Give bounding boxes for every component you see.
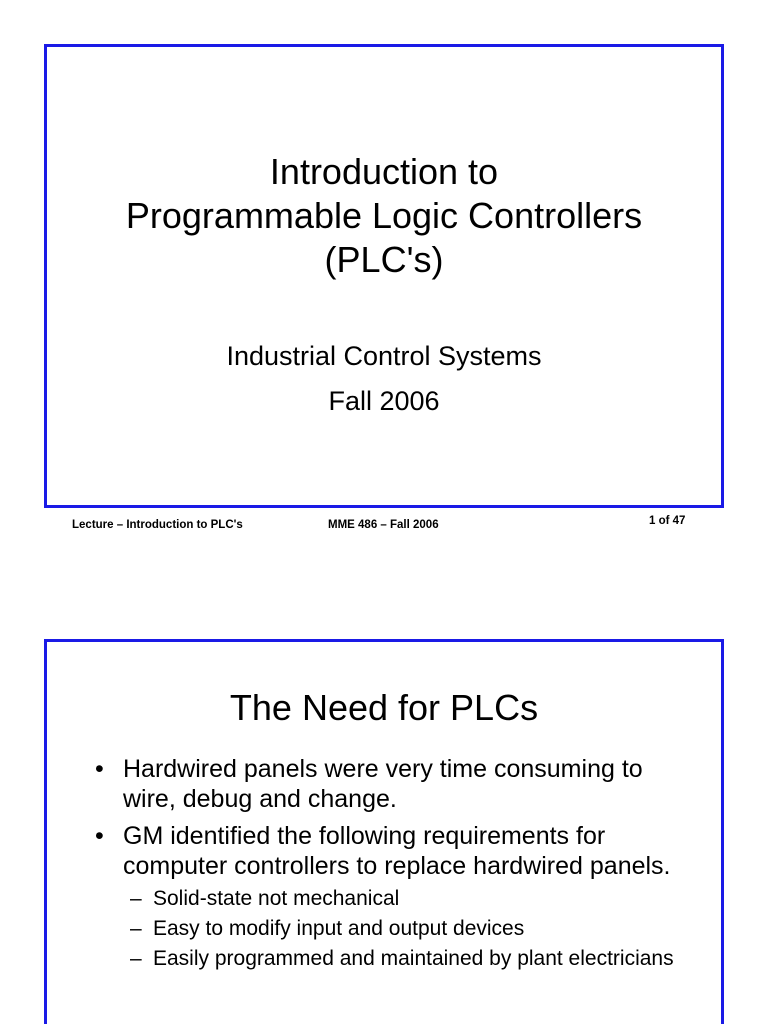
bullet-item [47, 754, 721, 814]
slide-1-subtitle-line: Industrial Control Systems [226, 341, 542, 371]
sub-bullet-text: Easy to modify input and output devices [153, 917, 525, 940]
slide-1 [44, 44, 724, 508]
footer-lecture-title: Lecture – Introduction to PLC's [72, 519, 243, 531]
bullet-marker: • [95, 755, 104, 783]
dash-marker: – [130, 947, 142, 970]
dash-marker: – [130, 887, 142, 910]
slide-1-subtitle [47, 334, 721, 424]
sub-bullet-text: Easily programmed and maintained by plant electricians [153, 947, 674, 970]
slide-2-title: The Need for PLCs [229, 687, 539, 728]
bullet-text: Hardwired panels were very time consuming to wire, debug and change. [123, 755, 643, 813]
dash-marker: – [130, 917, 142, 940]
bullet-item [47, 821, 721, 881]
slide-1-title [47, 150, 721, 282]
sub-bullet-list [47, 888, 721, 970]
footer-page-number: 1 of 47 [649, 515, 686, 527]
sub-bullet-item [47, 948, 721, 970]
slide-2 [44, 639, 724, 1024]
sub-bullet-item [47, 888, 721, 910]
bullet-list [47, 754, 721, 978]
sub-bullet-text: Solid-state not mechanical [153, 887, 400, 910]
sub-bullet-item [47, 918, 721, 940]
slide-1-title-line: Introduction to [269, 151, 499, 192]
bullet-text: GM identified the following requirements for computer controllers to replace hardwired panels. [123, 822, 671, 880]
slide-1-subtitle-line: Fall 2006 [328, 386, 440, 416]
bullet-marker: • [95, 822, 104, 850]
slide-1-title-line: (PLC's) [324, 239, 444, 280]
footer-course: MME 486 – Fall 2006 [328, 519, 439, 531]
slide-1-title-line: Programmable Logic Controllers [125, 195, 643, 236]
